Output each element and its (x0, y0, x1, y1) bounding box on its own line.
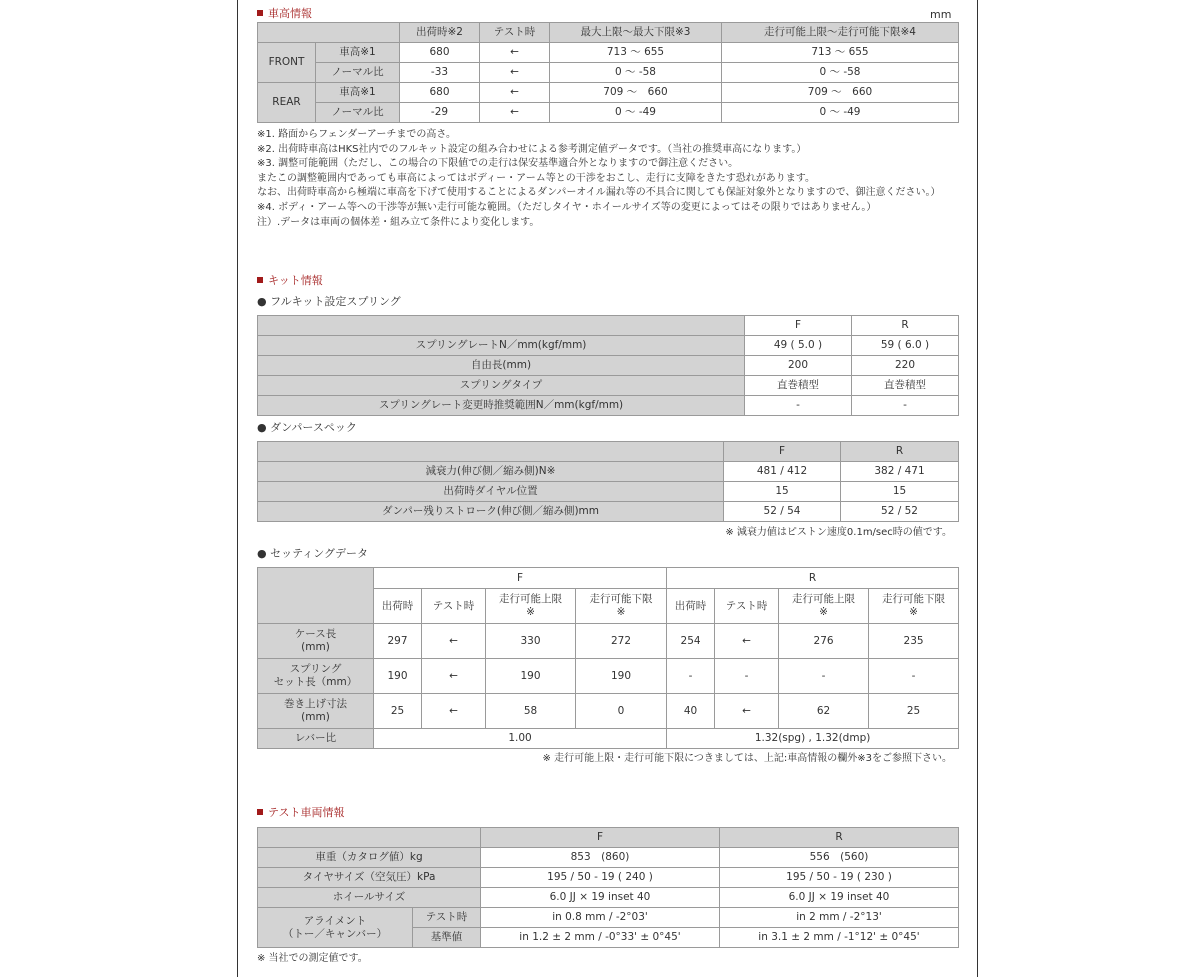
data-cell: 49 ( 5.0 ) (745, 336, 852, 356)
row-label: ホイールサイズ (258, 888, 481, 908)
height-table (257, 22, 959, 123)
header-cell: 走行可能上限～走行可能下限※4 (722, 23, 959, 43)
row-label: スプリング セット長（mm） (258, 659, 374, 694)
data-cell: -33 (400, 63, 480, 83)
row-label: 巻き上げ寸法 (mm) (258, 694, 374, 729)
header-cell: 出荷時※2 (400, 23, 480, 43)
data-cell: - (745, 396, 852, 416)
height-notes (257, 128, 957, 230)
row-label: 減衰力(伸び側／縮み側)N※ (258, 462, 724, 482)
data-cell: 220 (852, 356, 959, 376)
sub-header-cell: 走行可能下限 ※ (576, 589, 667, 624)
row-label: 出荷時ダイヤル位置 (258, 482, 724, 502)
row-label: 自由長(mm) (258, 356, 745, 376)
sub-header-cell: 走行可能上限 ※ (779, 589, 869, 624)
sub-header-cell: テスト時 (715, 589, 779, 624)
data-cell: ← (480, 83, 550, 103)
data-cell: 15 (724, 482, 841, 502)
setting-table (257, 567, 959, 749)
data-cell: 62 (779, 694, 869, 729)
data-cell: ← (422, 624, 486, 659)
row-label: 車重（カタログ値）kg (258, 848, 481, 868)
header-blank (258, 23, 400, 43)
damper-note: ※ 減衰力値はピストン速度0.1m/sec時の値です。 (725, 527, 952, 538)
data-cell: 330 (486, 624, 576, 659)
data-cell: 556 (560) (720, 848, 959, 868)
row-label: 車高※1 (316, 43, 400, 63)
data-cell: 25 (869, 694, 959, 729)
row-label: スプリングレート変更時推奨範囲N／mm(kgf/mm) (258, 396, 745, 416)
note-line: ※2. 出荷時車高はHKS社内でのフルキット設定の組み合わせによる参考測定値データです。（当社の推奨車高になります。） (257, 143, 807, 155)
square-bullet-icon (257, 277, 263, 283)
note-line: なお、出荷時車高から極端に車高を下げて使用することによるダンパーオイル漏れ等の不具合に関しても保証対象外となりますので、御注意ください。） (257, 187, 941, 199)
row-label: ケース長 (mm) (258, 624, 374, 659)
data-cell: 853 (860) (481, 848, 720, 868)
header-cell: R (841, 442, 959, 462)
note-line: ※4. ボディ・アーム等への干渉等が無い走行可能な範囲。（ただしタイヤ・ホイールサイズ等の変更によってはその限りではありません。） (257, 201, 877, 213)
alignment-label: アライメント （トー／キャンバー） (258, 908, 413, 948)
data-cell: in 0.8 mm / -2°03' (481, 908, 720, 928)
section-title-height: 車高情報 (257, 7, 312, 21)
data-cell: 52 / 54 (724, 502, 841, 522)
data-cell: 680 (400, 43, 480, 63)
note-line: ※3. 調整可能範囲（ただし、この場合の下限値での走行は保安基準適合外となりますので御注意ください。 (257, 158, 739, 170)
sub-header-cell: テスト時 (422, 589, 486, 624)
data-cell: 6.0 JJ × 19 inset 40 (720, 888, 959, 908)
data-cell: 25 (374, 694, 422, 729)
header-blank (258, 316, 745, 336)
data-cell: 0 (576, 694, 667, 729)
data-cell: - (852, 396, 959, 416)
data-cell: ← (715, 624, 779, 659)
data-cell: 713 ～ 655 (722, 43, 959, 63)
header-cell: R (720, 828, 959, 848)
square-bullet-icon (257, 10, 263, 16)
data-cell: 382 / 471 (841, 462, 959, 482)
group-label-front: FRONT (258, 43, 316, 83)
data-cell: 297 (374, 624, 422, 659)
data-cell: - (869, 659, 959, 694)
sub-header-cell: 走行可能上限 ※ (486, 589, 576, 624)
header-blank (258, 828, 481, 848)
group-header-r: R (667, 568, 959, 589)
data-cell: 0 ～ -49 (722, 103, 959, 123)
data-cell: - (715, 659, 779, 694)
data-cell: ← (480, 63, 550, 83)
data-cell: ← (715, 694, 779, 729)
group-label-rear: REAR (258, 83, 316, 123)
row-label: タイヤサイズ（空気圧）kPa (258, 868, 481, 888)
data-cell: ← (422, 694, 486, 729)
row-label: スプリングレートN／mm(kgf/mm) (258, 336, 745, 356)
sub-header-cell: 出荷時 (667, 589, 715, 624)
data-cell: 272 (576, 624, 667, 659)
lever-r-cell: 1.32(spg) , 1.32(dmp) (667, 729, 959, 749)
data-cell: 190 (576, 659, 667, 694)
section-title-kit: キット情報 (257, 274, 323, 288)
data-cell: ← (480, 103, 550, 123)
setting-note: ※ 走行可能上限・走行可能下限につきましては、上記:車高情報の欄外※3をご参照下さい。 (542, 753, 952, 764)
spring-table (257, 315, 959, 416)
header-cell: R (852, 316, 959, 336)
data-cell: 709 ～ 660 (722, 83, 959, 103)
damper-subtitle: ● ダンパースペック (257, 421, 357, 434)
data-cell: 0 ～ -49 (550, 103, 722, 123)
data-cell: 58 (486, 694, 576, 729)
data-cell: 59 ( 6.0 ) (852, 336, 959, 356)
data-cell: 680 (400, 83, 480, 103)
data-cell: 235 (869, 624, 959, 659)
setting-subtitle: ● セッティングデータ (257, 547, 368, 560)
data-cell: 6.0 JJ × 19 inset 40 (481, 888, 720, 908)
data-cell: 709 ～ 660 (550, 83, 722, 103)
header-cell: テスト時 (480, 23, 550, 43)
note-line: またこの調整範囲内であっても車高によってはボディー・アーム等との干渉をおこし、走行に支障をきたす恐れがあります。 (257, 172, 815, 184)
row-label: 車高※1 (316, 83, 400, 103)
data-cell: 40 (667, 694, 715, 729)
data-cell: in 3.1 ± 2 mm / -1°12' ± 0°45' (720, 928, 959, 948)
unit-label: mm (930, 8, 952, 21)
data-cell: 直巻積型 (852, 376, 959, 396)
header-cell: F (724, 442, 841, 462)
sub-header-cell: 出荷時 (374, 589, 422, 624)
right-border-line (977, 0, 978, 977)
row-label: レバー比 (258, 729, 374, 749)
data-cell: 190 (374, 659, 422, 694)
data-cell: 190 (486, 659, 576, 694)
data-cell: 195 / 50 - 19 ( 230 ) (720, 868, 959, 888)
data-cell: 0 ～ -58 (722, 63, 959, 83)
data-cell: 276 (779, 624, 869, 659)
damper-table (257, 441, 959, 522)
data-cell: 15 (841, 482, 959, 502)
data-cell: 713 ～ 655 (550, 43, 722, 63)
header-blank (258, 568, 374, 624)
data-cell: ← (480, 43, 550, 63)
section-title-test-vehicle: テスト車両情報 (257, 806, 345, 820)
data-cell: 254 (667, 624, 715, 659)
data-cell: 0 ～ -58 (550, 63, 722, 83)
row-label: ノーマル比 (316, 103, 400, 123)
row-label: ダンパー残りストローク(伸び側／縮み側)mm (258, 502, 724, 522)
header-blank (258, 442, 724, 462)
lever-f-cell: 1.00 (374, 729, 667, 749)
row-label: スプリングタイプ (258, 376, 745, 396)
header-cell: 最大上限～最大下限※3 (550, 23, 722, 43)
data-cell: in 2 mm / -2°13' (720, 908, 959, 928)
left-border-line (237, 0, 238, 977)
sub-header-cell: 走行可能下限 ※ (869, 589, 959, 624)
header-cell: F (481, 828, 720, 848)
row-label: ノーマル比 (316, 63, 400, 83)
alignment-base-label: 基準値 (413, 928, 481, 948)
test-vehicle-table (257, 827, 959, 948)
header-cell: F (745, 316, 852, 336)
group-header-f: F (374, 568, 667, 589)
data-cell: -29 (400, 103, 480, 123)
alignment-test-label: テスト時 (413, 908, 481, 928)
data-cell: ← (422, 659, 486, 694)
data-cell: - (667, 659, 715, 694)
square-bullet-icon (257, 809, 263, 815)
data-cell: 481 / 412 (724, 462, 841, 482)
data-cell: in 1.2 ± 2 mm / -0°33' ± 0°45' (481, 928, 720, 948)
data-cell: 直巻積型 (745, 376, 852, 396)
data-cell: 52 / 52 (841, 502, 959, 522)
data-cell: 200 (745, 356, 852, 376)
data-cell: 195 / 50 - 19 ( 240 ) (481, 868, 720, 888)
note-line: ※1. 路面からフェンダーアーチまでの高さ。 (257, 129, 456, 140)
note-line: 注）.データは車両の個体差・組み立て条件により変化します。 (257, 216, 540, 228)
test-vehicle-note: ※ 当社での測定値です。 (257, 953, 368, 964)
data-cell: - (779, 659, 869, 694)
spring-subtitle: ● フルキット設定スプリング (257, 295, 401, 308)
